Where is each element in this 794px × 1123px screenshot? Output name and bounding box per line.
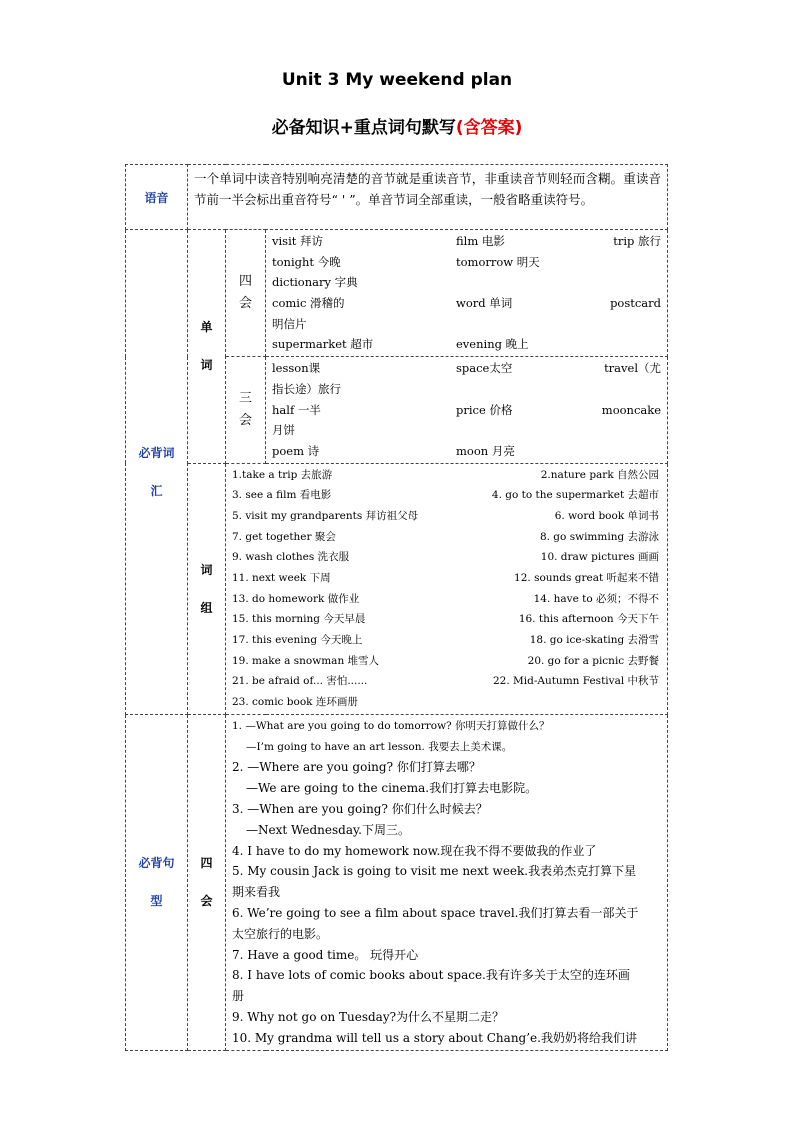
word-entry: comic 滑稽的 <box>272 296 345 311</box>
sentence-line: 1. —What are you going to do tomorrow? 你明天打算做什么？ <box>232 719 550 732</box>
sentences-label-1: 必背句 <box>138 856 175 871</box>
phrase-entry: 16. this afternoon 今天下午 <box>518 613 660 626</box>
vocab-label-2: 汇 <box>150 483 163 498</box>
word-entry: postcard <box>610 296 662 311</box>
three-skill-label-2: 会 <box>238 412 252 428</box>
four-skill-words-row <box>126 230 668 357</box>
word-entry: dictionary 字典 <box>272 275 358 290</box>
phrase-entry: 5. visit my grandparents 拜访祖父母 <box>232 509 419 522</box>
word-row <box>272 358 661 379</box>
word-entry: mooncake <box>601 402 662 417</box>
three-skill-word-list <box>266 357 668 463</box>
word-entry: evening 晚上 <box>456 337 529 352</box>
phrase-entry: 8. go swimming 去游泳 <box>539 530 660 543</box>
phrases-label-2: 组 <box>200 600 213 615</box>
word-row <box>272 252 661 273</box>
sentence-line: —Next Wednesday.下周三。 <box>246 822 410 837</box>
word-row <box>272 272 661 293</box>
word-entry: 明信片 <box>272 316 307 331</box>
phrase-row <box>232 485 661 506</box>
phrase-entry: 17. this evening 今天晚上 <box>232 634 363 647</box>
phrase-row <box>232 465 661 486</box>
phrase-entry: 23. comic book 连环画册 <box>232 696 358 709</box>
phrase-row <box>232 527 661 548</box>
word-entry: moon 月亮 <box>456 443 515 458</box>
sentence-line: —I’m going to have an art lesson. 我要去上美术课。 <box>246 740 513 753</box>
sentence-line: 2. —Where are you going? 你们打算去哪？ <box>232 760 481 775</box>
three-skill-label <box>226 357 266 463</box>
phrases-label <box>188 463 226 714</box>
vocab-label-1: 必背词 <box>138 445 175 460</box>
phrase-row <box>232 692 661 713</box>
word-entry: lesson课 <box>272 361 321 376</box>
four-skill-label-1: 四 <box>238 274 252 290</box>
words-label <box>188 230 226 464</box>
word-entry: supermarket 超市 <box>272 337 374 352</box>
phrase-entry: 19. make a snowman 堆雪人 <box>232 654 380 667</box>
word-entry: word 单词 <box>456 296 513 311</box>
document-subtitle <box>0 113 794 138</box>
words-label-2: 词 <box>200 358 213 373</box>
phrase-list <box>226 463 668 714</box>
word-row <box>272 379 661 400</box>
phrase-entry: 3. see a film 看电影 <box>232 489 332 502</box>
phrase-entry: 2.nature park 自然公园 <box>540 468 660 481</box>
word-row <box>272 314 661 335</box>
four-skill-word-list <box>266 230 668 357</box>
three-skill-label-1: 三 <box>238 390 252 406</box>
words-label-1: 单 <box>200 320 213 335</box>
phrases-row <box>126 463 668 714</box>
word-entry: 指长途）旅行 <box>272 381 341 396</box>
sentence-line: 10. My grandma will tell us a story about Chang’e.我奶奶将给我们讲 <box>232 1030 637 1045</box>
four-skill-label <box>226 230 266 357</box>
word-row <box>272 293 661 314</box>
word-entry: space太空 <box>456 361 513 376</box>
word-row <box>272 420 661 441</box>
sentence-line: —We are going to the cinema.我们打算去电影院。 <box>246 781 538 796</box>
sentence-line: 4. I have to do my homework now.现在我不得不要做我的作业了 <box>232 843 597 858</box>
phrase-row <box>232 651 661 672</box>
phrase-row <box>232 671 661 692</box>
sentence-line: 期来看我 <box>232 885 281 900</box>
sentences-sub-label <box>188 714 226 1050</box>
phrase-entry: 18. go ice-skating 去滑雪 <box>529 634 660 647</box>
subtitle-main: 必备知识+重点词句默写 <box>271 118 456 138</box>
phrase-row <box>232 506 661 527</box>
phrase-row <box>232 630 661 651</box>
sentences-label-2: 型 <box>150 894 163 909</box>
sentence-line: 8. I have lots of comic books about space.我有许多关于太空的连环画 <box>232 968 630 983</box>
sentences-label <box>126 714 188 1050</box>
word-entry: tonight 今晚 <box>272 254 341 269</box>
phrase-entry: 4. go to the supermarket 去超市 <box>491 489 660 502</box>
word-row <box>272 400 661 421</box>
subtitle-answers-note: (含答案) <box>455 118 523 138</box>
phrases-label-1: 词 <box>200 562 213 577</box>
sentence-line: 7. Have a good time。 玩得开心 <box>232 947 419 962</box>
phrase-entry: 20. go for a picnic 去野餐 <box>527 654 660 667</box>
phrase-entry: 12. sounds great 听起来不错 <box>514 572 660 584</box>
phrase-entry: 1.take a trip 去旅游 <box>232 468 333 481</box>
sentence-list <box>226 714 668 1050</box>
word-entry: price 价格 <box>456 402 513 417</box>
word-row <box>272 231 661 252</box>
knowledge-table <box>125 164 668 1051</box>
sentence-line: 9. Why not go on Tuesday?为什么不星期二走？ <box>232 1009 505 1024</box>
sentences-row <box>126 714 668 1050</box>
phrase-entry: 9. wash clothes 洗衣服 <box>232 551 350 564</box>
pronunciation-label: 语音 <box>126 165 188 230</box>
sentences-sub-label-1: 四 <box>200 856 213 871</box>
word-entry: poem 诗 <box>272 443 320 458</box>
document-title: Unit 3 My weekend plan <box>281 70 513 90</box>
word-entry: travel（尤 <box>604 361 662 376</box>
phrase-entry: 13. do homework 做作业 <box>232 592 360 605</box>
phrase-entry: 15. this morning 今天早晨 <box>232 613 366 626</box>
phrase-row <box>232 609 661 630</box>
phrase-entry: 7. get together 聚会 <box>232 530 336 543</box>
sentences-sub-label-2: 会 <box>200 894 213 909</box>
sentence-line: 5. My cousin Jack is going to visit me next week.我表弟杰克打算下星 <box>232 864 637 879</box>
phrase-entry: 14. have to 必须；不得不 <box>533 592 660 605</box>
word-row <box>272 441 661 462</box>
phrase-entry: 22. Mid-Autumn Festival 中秋节 <box>492 675 660 688</box>
four-skill-label-2: 会 <box>238 296 252 312</box>
phrase-entry: 21. be afraid of... 害怕...... <box>232 675 368 688</box>
phrase-entry: 11. next week 下周 <box>232 572 331 584</box>
word-entry: visit 拜访 <box>272 234 324 248</box>
vocab-label <box>126 230 188 715</box>
word-entry: half 一半 <box>272 402 321 417</box>
word-entry: 月饼 <box>272 423 295 438</box>
word-entry: film 电影 <box>456 234 505 248</box>
pronunciation-row <box>126 165 668 230</box>
phrase-row <box>232 568 661 589</box>
word-entry: tomorrow 明天 <box>456 254 540 269</box>
sentence-line: 太空旅行的电影。 <box>232 926 329 941</box>
phrase-row <box>232 589 661 610</box>
pronunciation-text: 一个单词中读音特别响亮清楚的音节就是重读音节，非重读音节则轻而含糊。重读音节前一半会标出重音符号“ ' ”。单音节词全部重读，一般省略重读符号。 <box>188 165 668 230</box>
sentence-line: 6. We’re going to see a film about space travel.我们打算去看一部关于 <box>232 905 639 920</box>
phrase-entry: 6. word book 单词书 <box>554 509 660 522</box>
sentence-line: 3. —When are you going? 你们什么时候去？ <box>232 802 488 816</box>
sentence-line: 册 <box>232 989 245 1004</box>
phrase-row <box>232 547 661 568</box>
word-row <box>272 334 661 355</box>
word-entry: trip 旅行 <box>613 234 662 248</box>
phrase-entry: 10. draw pictures 画画 <box>540 551 660 564</box>
